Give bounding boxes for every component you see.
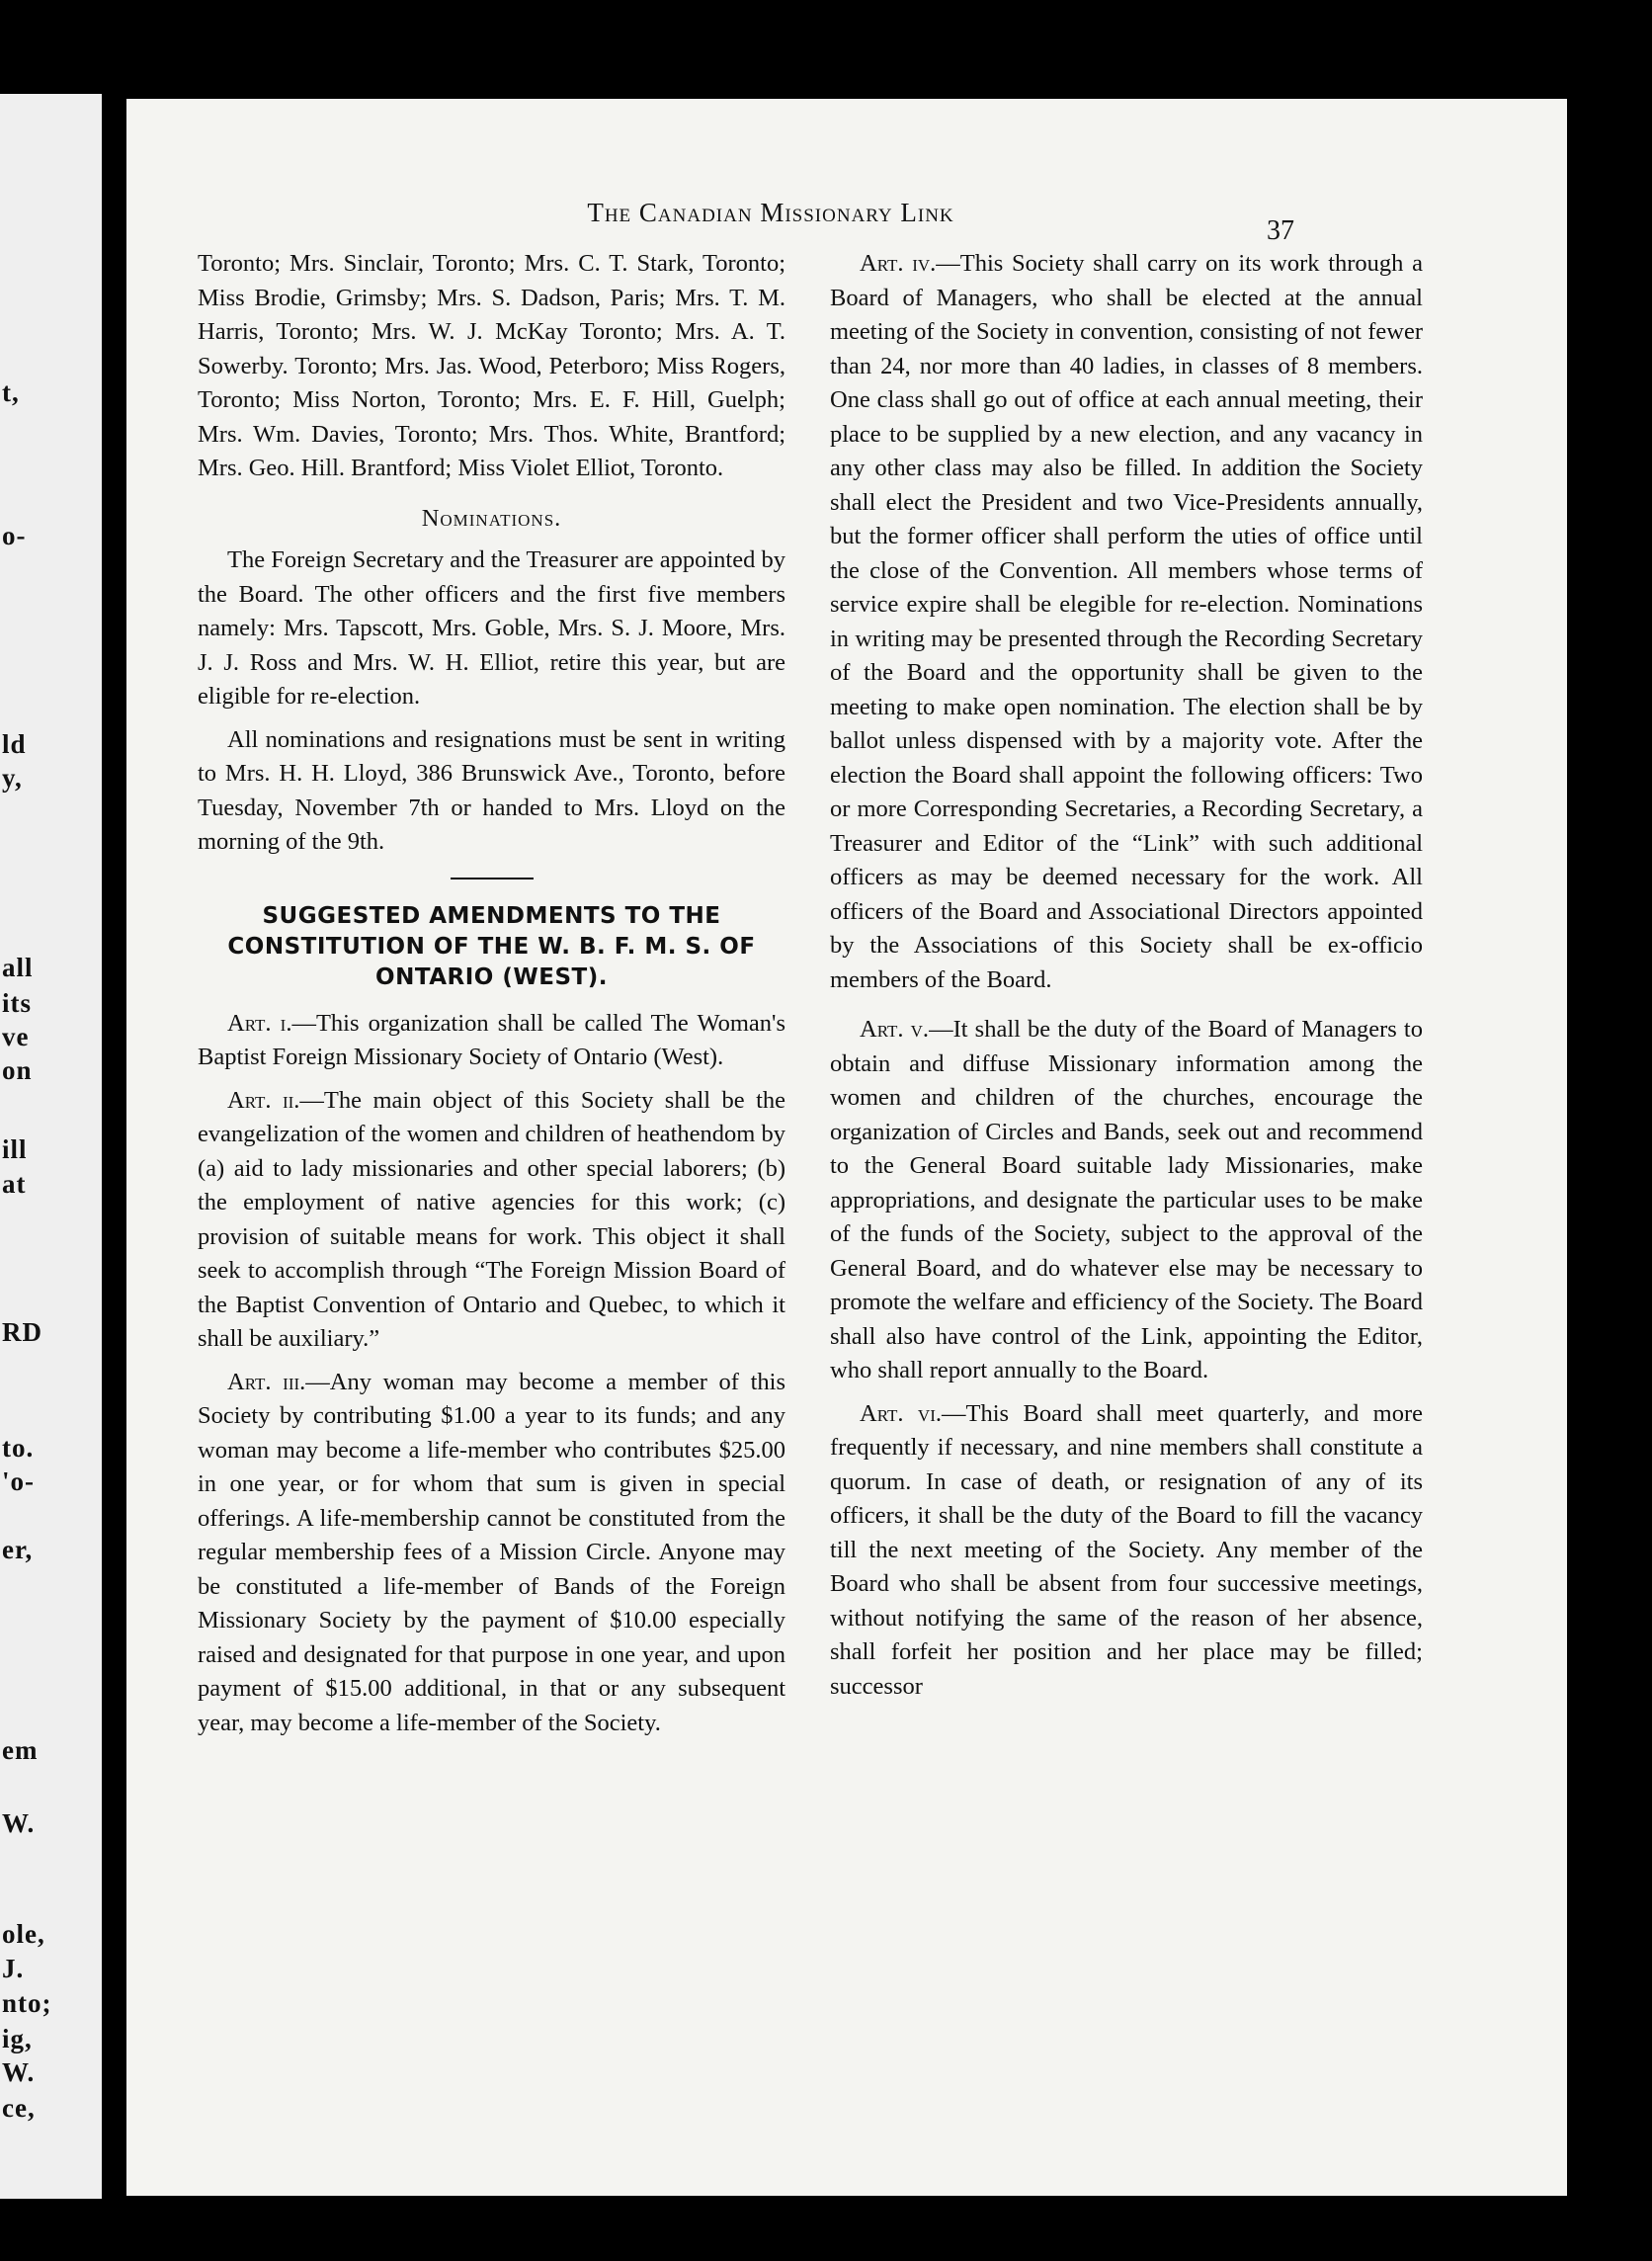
left-margin-fragment: ld [2, 729, 27, 759]
amendments-heading: SUGGESTED AMENDMENTS TO THE CONSTITUTION OF THE W. B. F. M. S. OF ONTARIO (WEST). [227, 902, 756, 990]
article-1-text: —This organization shall be called The Woman's Baptist Foreign Missionary Society of Ontario (West). [198, 1009, 785, 1070]
article-3-label: Art. iii. [227, 1368, 306, 1395]
left-margin-fragment: RD [2, 1317, 42, 1347]
members-list-continued: Toronto; Mrs. Sinclair, Toronto; Mrs. C. T. Stark, Toronto; Miss Brodie, Grimsby; Mrs. S. Dadson, Paris; Mrs. T. M. Harris, Toronto; Mrs. W. J. McKay Toronto; Mrs. A. T. Sowerby. Toronto; Mrs. Jas. Wood, Peterboro; Miss Rogers, Toronto; Miss Norton, Toronto; Mrs. E. F. Hill, Guelph; Mrs. Wm. Davies, Toronto; Mrs. Thos. White, Brantford; Mrs. Geo. Hill. Brantford; Miss Violet Elliot, Toronto. [198, 250, 785, 481]
left-margin-fragment: y, [2, 763, 23, 793]
left-margin-fragment: its [2, 988, 32, 1018]
article-1-label: Art. i. [227, 1009, 292, 1037]
left-margin-fragment: on [2, 1055, 33, 1085]
article-5-label: Art. v. [860, 1016, 930, 1043]
article-4 [830, 247, 1423, 997]
article-2-label: Art. ii. [227, 1086, 300, 1114]
article-2 [198, 1084, 785, 1357]
left-margin-fragment: all [2, 953, 34, 982]
nominations-paragraph-1: The Foreign Secretary and the Treasurer are appointed by the Board. The other officers and the first five members namely: Mrs. Tapscott, Mrs. Goble, Mrs. S. J. Moore, Mrs. J. J. Ross and Mrs. W. H. Elliot, retire this year, but are eligible for re-election. [198, 546, 785, 710]
left-margin-fragment: to. [2, 1433, 35, 1463]
left-margin-fragment: ce, [2, 2093, 36, 2123]
left-margin-fragment: ill [2, 1134, 28, 1164]
article-1 [198, 1007, 785, 1075]
article-6 [830, 1397, 1423, 1705]
left-margin-fragment: ig, [2, 2024, 33, 2053]
article-3 [198, 1366, 785, 1741]
article-4-label: Art. iv. [860, 250, 937, 277]
left-margin-fragment: W. [2, 1808, 36, 1838]
left-margin-fragment: em [2, 1735, 39, 1765]
nominations-paragraph-2: All nominations and resignations must be sent in writing to Mrs. H. H. Lloyd, 386 Brunswick Ave., Toronto, before Tuesday, November 7th or handed to Mrs. Lloyd on the morning of the 9th. [198, 725, 785, 855]
left-margin-fragment: er, [2, 1535, 34, 1564]
article-4-text: —This Society shall carry on its work through a Board of Managers, who shall be elected at the annual meeting of the Society in convention, consisting of not fewer than 24, nor more than 40 ladies, in classes of 8 members. One class shall go out of office at each annual meeting, their place to be supplied by a new election, and any vacancy in any other class may also be filled. In addition the Society shall elect the President and two Vice-Presidents annually, but the former officer shall perform the uties of office until the close of the Convention. All members whose terms of service expire shall be elegible for re-election. Nominations in writing may be presented through the Recording Secretary of the Board and the opportunity shall be given to the meeting to make open nomination. The election shall be by ballot unless dispensed with by a majority vote. After the election the Board shall appoint the following officers: Two or more Corresponding Secretaries, a Recording Secretary, a Treasurer and Editor of the “Link” with such additional officers as may be deemed necessary for the work. All officers of the Board and Associational Directors appointed by the Associations of this Society shall be ex-officio members of the Board. [830, 250, 1423, 993]
right-column [830, 247, 1423, 1713]
left-margin-fragment: 'o- [2, 1466, 35, 1496]
nominations-heading: Nominations. [421, 504, 562, 532]
article-3-text: —Any woman may become a member of this Society by contributing $1.00 a year to its funds; and any woman may become a life-member who contributes $25.00 in one year, or for whom that sum is given in special offerings. A life-membership cannot be constituted from the regular membership fees of a Mission Circle. Anyone may be constituted a life-member of Bands of the Foreign Missionary Society by the payment of $10.00 especially raised and designated for that purpose in one year, and upon payment of $15.00 additional, in that or any subsequent year, may become a life-member of the Society. [198, 1368, 785, 1736]
left-margin-fragment: ole, [2, 1919, 45, 1949]
left-margin-fragment: at [2, 1169, 27, 1199]
left-column [198, 247, 785, 1749]
left-margin-fragment: nto; [2, 1988, 52, 2018]
article-5 [830, 1013, 1423, 1388]
left-margin-fragment: ve [2, 1022, 30, 1051]
section-divider [451, 878, 534, 879]
left-margin-fragment: J. [2, 1954, 25, 1983]
left-margin-fragment: W. [2, 2057, 36, 2087]
left-margin-fragment: o- [2, 521, 27, 550]
page-number: 37 [1267, 215, 1294, 246]
article-6-text: —This Board shall meet quarterly, and more frequently if necessary, and nine members shall constitute a quorum. In case of death, or resignation of any of its officers, it shall be the duty of the Board to fill the vacancy till the next meeting of the Society. Any member of the Board who shall be absent from four successive meetings, without notifying the same of the reason of her absence, shall forfeit her position and her place may be filled; successor [830, 1399, 1423, 1700]
article-6-label: Art. vi. [860, 1399, 942, 1427]
article-2-text: —The main object of this Society shall be the evangelization of the women and children of heathendom by (a) aid to lady missionaries and other special laborers; (b) the employment of native agencies for this work; (c) provision of suitable means for work. This object it shall seek to accomplish through “The Foreign Mission Board of the Baptist Convention of Ontario and Quebec, to which it shall be auxiliary.” [198, 1086, 785, 1352]
journal-title: The Canadian Missionary Link [587, 198, 954, 227]
article-5-text: —It shall be the duty of the Board of Managers to obtain and diffuse Missionary information among the women and children of the churches, encourage the organization of Circles and Bands, seek out and recommend to the General Board suitable lady Missionaries, make appropriations, and designate the particular uses to be make of the funds of the Society, subject to the approval of the General Board, and do whatever else may be necessary to promote the welfare and efficiency of the Society. The Board shall also have control of the Link, appointing the Editor, who shall report annually to the Board. [830, 1016, 1423, 1383]
left-margin-fragment: t, [2, 377, 20, 407]
running-header [464, 198, 1077, 228]
